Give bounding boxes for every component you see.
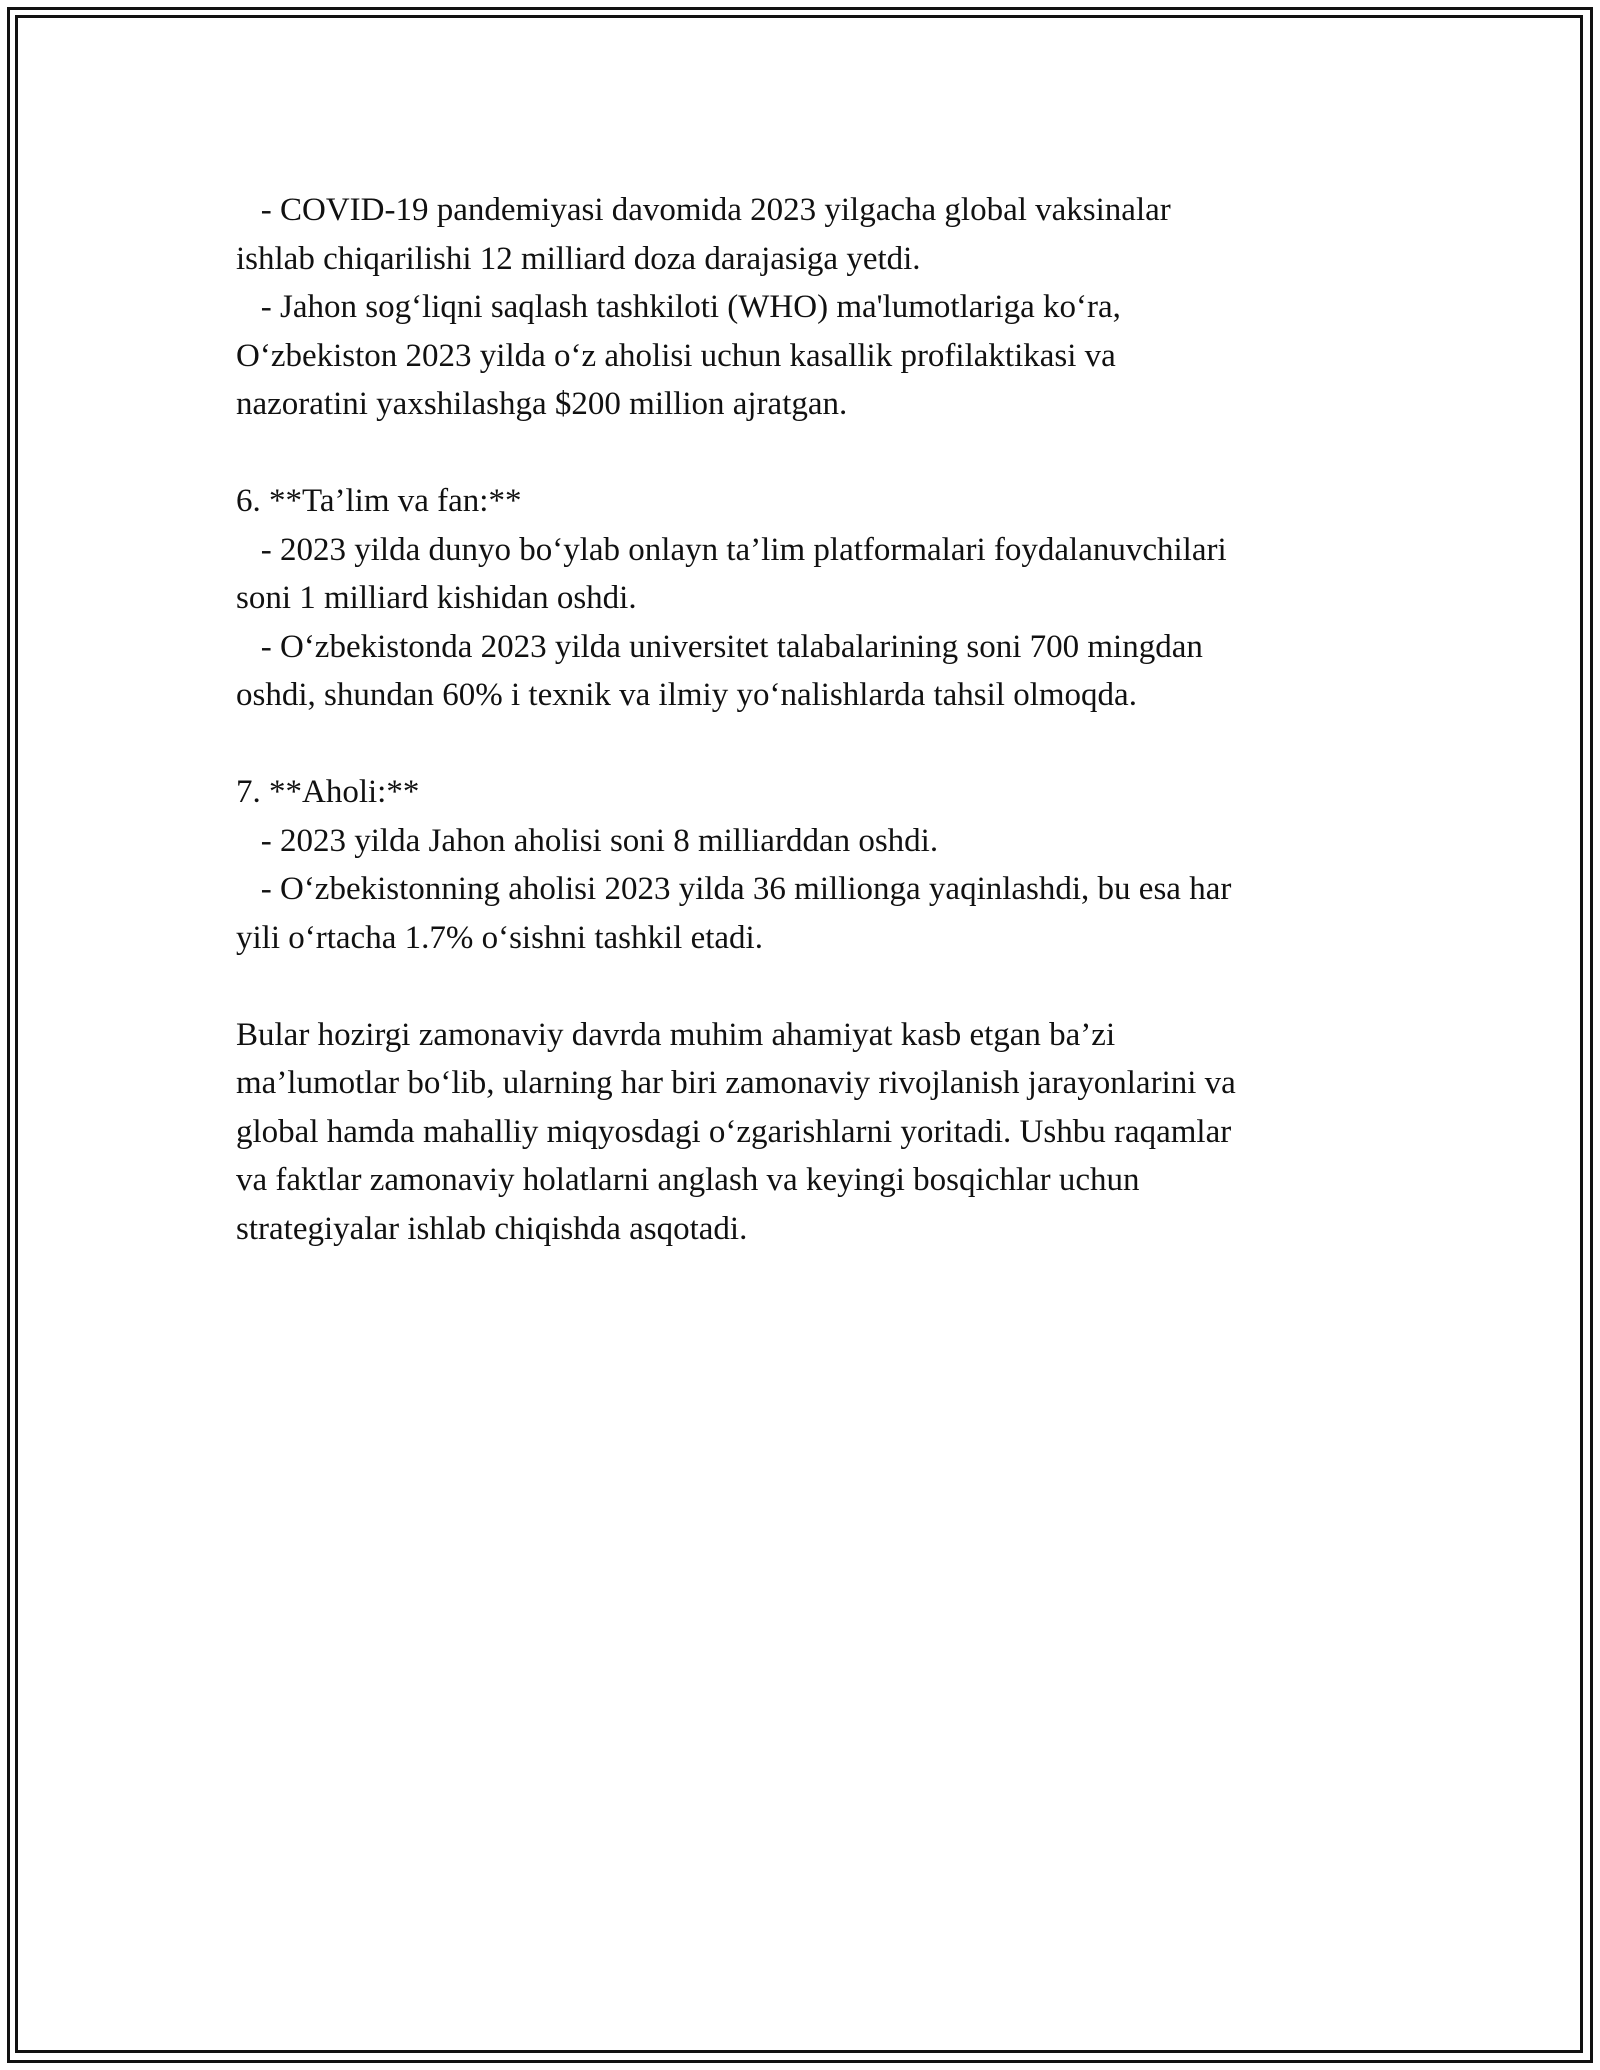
text-line: yili o‘rtacha 1.7% o‘sishni tashkil etadi. bbox=[236, 919, 763, 956]
text-line: O‘zbekiston 2023 yilda o‘z aholisi uchun kasallik profilaktikasi va bbox=[236, 337, 1116, 374]
text-line: ma’lumotlar bo‘lib, ularning har biri zamonaviy rivojlanish jarayonlarini va bbox=[236, 1065, 1236, 1101]
text-line: va faktlar zamonaviy holatlarni anglash va keyingi bosqichlar uchun bbox=[236, 1162, 1140, 1198]
health-section-bullets bbox=[236, 186, 1356, 429]
text-line: - Jahon sog‘liqni saqlash tashkiloti (WHO) ma'lumotlariga ko‘ra, bbox=[236, 289, 1121, 325]
text-line: - O‘zbekistonning aholisi 2023 yilda 36 millionga yaqinlashdi, bu esa har bbox=[236, 871, 1232, 907]
section-heading: 7. **Aholi:** bbox=[236, 774, 420, 810]
section-heading: 6. **Ta’lim va fan:** bbox=[236, 483, 522, 519]
text-line: nazoratini yaxshilashga $200 million ajratgan. bbox=[236, 386, 848, 422]
text-line: oshdi, shundan 60% i texnik va ilmiy yo‘nalishlarda tahsil olmoqda. bbox=[236, 677, 1137, 713]
text-line: global hamda mahalliy miqyosdagi o‘zgarishlarni yoritadi. Ushbu raqamlar bbox=[236, 1113, 1232, 1150]
text-line: - 2023 yilda Jahon aholisi soni 8 milliarddan oshdi. bbox=[236, 822, 939, 859]
paragraph-gap bbox=[236, 429, 1356, 478]
document-body bbox=[236, 186, 1356, 1253]
education-section bbox=[236, 477, 1356, 720]
text-line: ishlab chiqarilishi 12 milliard doza darajasiga yetdi. bbox=[236, 240, 921, 277]
population-section bbox=[236, 768, 1356, 962]
text-line: soni 1 milliard kishidan oshdi. bbox=[236, 580, 637, 616]
text-line: - 2023 yilda dunyo bo‘ylab onlayn ta’lim platformalari foydalanuvchilari bbox=[236, 531, 1227, 568]
text-line: Bular hozirgi zamonaviy davrda muhim ahamiyat kasb etgan ba’zi bbox=[236, 1016, 1116, 1053]
conclusion-paragraph bbox=[236, 1011, 1356, 1254]
paragraph-gap bbox=[236, 962, 1356, 1011]
text-line: - O‘zbekistonda 2023 yilda universitet talabalarining soni 700 mingdan bbox=[236, 628, 1203, 665]
paragraph-gap bbox=[236, 720, 1356, 769]
text-line: - COVID-19 pandemiyasi davomida 2023 yilgacha global vaksinalar bbox=[236, 192, 1171, 228]
text-line: strategiyalar ishlab chiqishda asqotadi. bbox=[236, 1210, 748, 1247]
